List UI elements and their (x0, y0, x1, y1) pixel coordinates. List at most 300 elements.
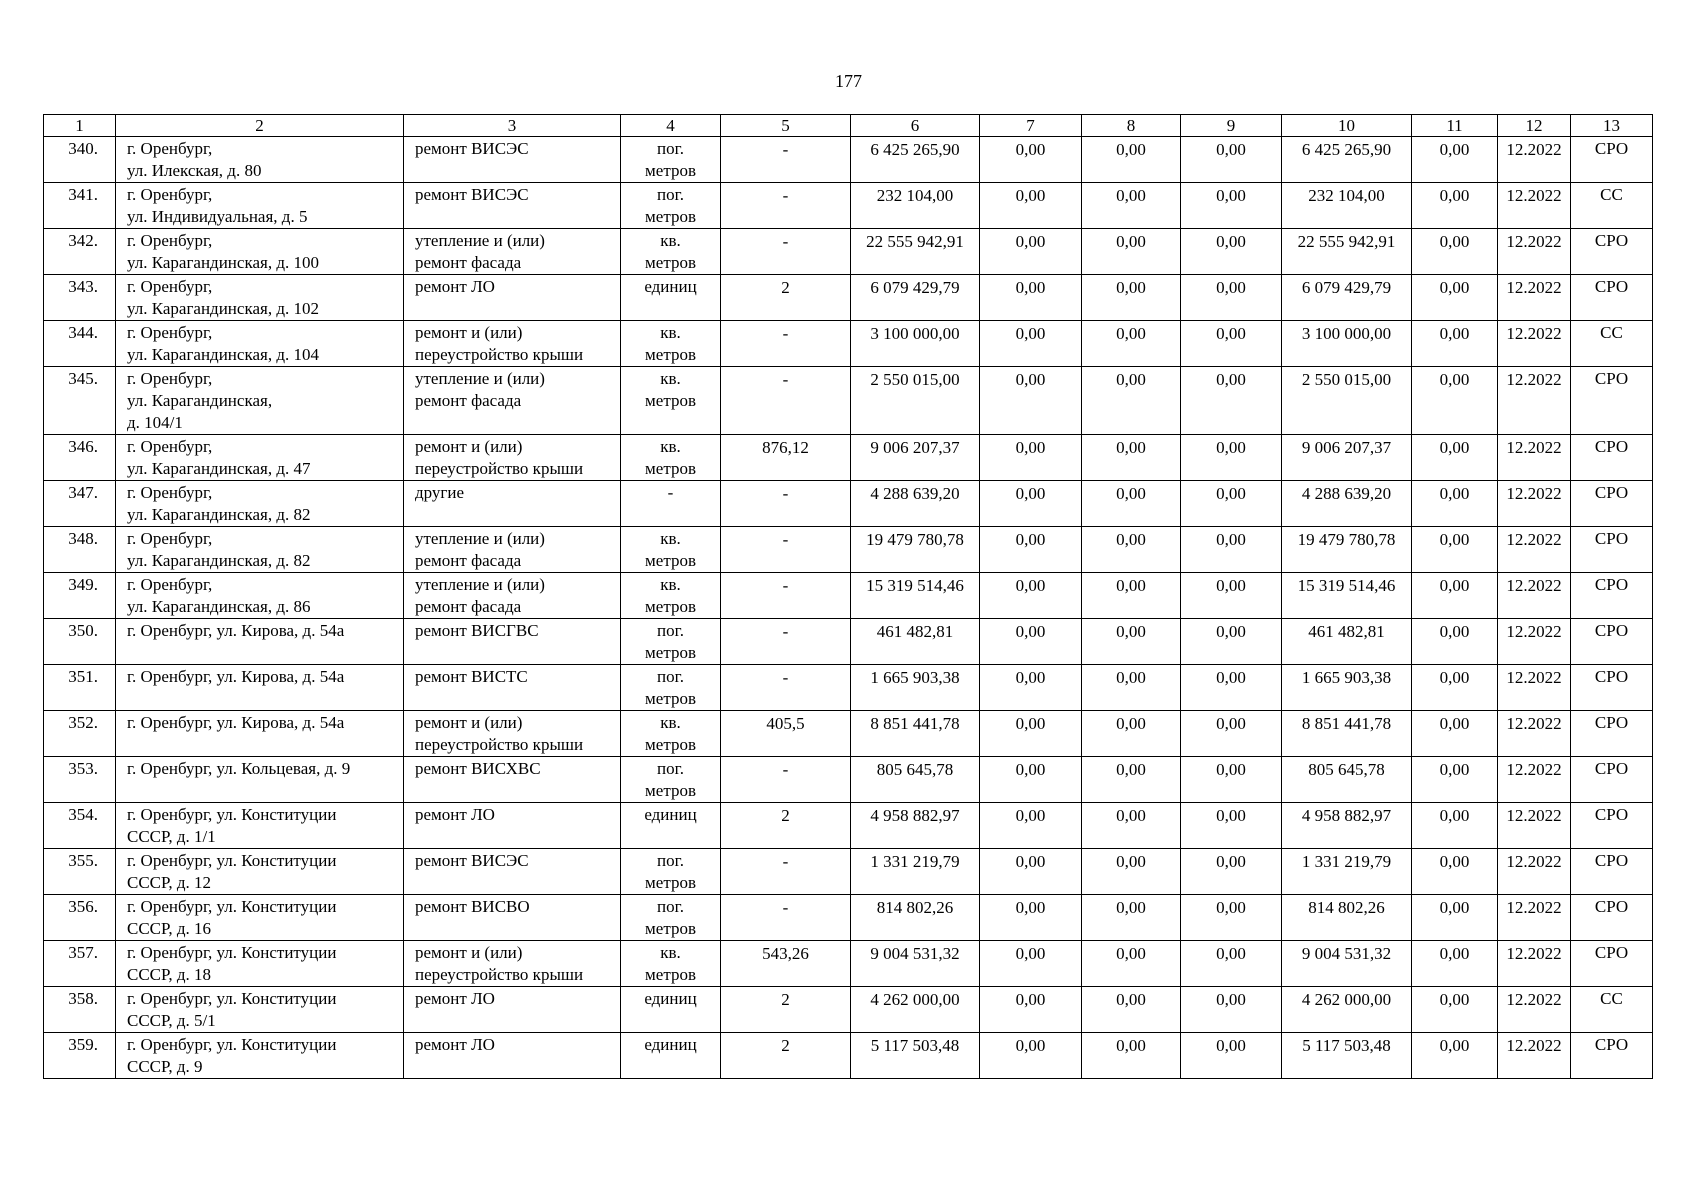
owners-funds-cell: 5 117 503,48 (1282, 1033, 1412, 1079)
fund-cell: 0,00 (980, 757, 1082, 803)
address-cell-line: г. Оренбург, ул. Конституции (127, 805, 337, 824)
row-number: 349. (44, 573, 116, 619)
total-cost-cell: 4 262 000,00 (851, 987, 980, 1033)
work-type-cell (404, 941, 621, 987)
work-type-cell (404, 665, 621, 711)
deadline-cell: 12.2022 (1498, 321, 1571, 367)
owners-funds-cell: 8 851 441,78 (1282, 711, 1412, 757)
address-cell-line: ул. Илекская, д. 80 (127, 161, 262, 180)
fund-method-cell: СРО (1571, 619, 1653, 665)
unit-cell-line: пог. (657, 897, 684, 916)
table-row (44, 619, 1653, 665)
fund-cell: 0,00 (1181, 619, 1282, 665)
fund-cell: 0,00 (1181, 895, 1282, 941)
address-cell-line: г. Оренбург, (127, 231, 213, 250)
table-row (44, 757, 1653, 803)
fund-cell: 0,00 (1082, 275, 1181, 321)
address-cell (116, 183, 404, 229)
row-number: 359. (44, 1033, 116, 1079)
table-row (44, 435, 1653, 481)
work-type-cell (404, 757, 621, 803)
fund-method-cell: СРО (1571, 229, 1653, 275)
address-cell (116, 711, 404, 757)
work-type-cell-line: другие (415, 483, 465, 502)
work-type-cell-line: ремонт фасада (415, 253, 522, 272)
unit-cell (621, 367, 721, 435)
unit-cell-line: единиц (644, 989, 697, 1008)
address-cell-line: ул. Карагандинская, д. 102 (127, 299, 319, 318)
owners-funds-cell: 22 555 942,91 (1282, 229, 1412, 275)
deadline-cell: 12.2022 (1498, 183, 1571, 229)
total-cost-cell: 6 425 265,90 (851, 137, 980, 183)
unit-cell (621, 321, 721, 367)
address-cell-line: ул. Карагандинская, д. 82 (127, 551, 311, 570)
work-type-cell (404, 527, 621, 573)
address-cell (116, 435, 404, 481)
quantity-cell: 543,26 (721, 941, 851, 987)
deadline-cell: 12.2022 (1498, 711, 1571, 757)
row-number: 344. (44, 321, 116, 367)
unit-cell (621, 435, 721, 481)
fund-cell: 0,00 (1412, 619, 1498, 665)
row-number: 356. (44, 895, 116, 941)
address-cell (116, 941, 404, 987)
unit-cell-line: кв. (660, 323, 681, 342)
table-row (44, 183, 1653, 229)
column-header: 12 (1498, 115, 1571, 137)
deadline-cell: 12.2022 (1498, 803, 1571, 849)
unit-cell-line: метров (645, 965, 696, 984)
unit-cell-line: - (667, 483, 674, 502)
owners-funds-cell: 9 004 531,32 (1282, 941, 1412, 987)
fund-cell: 0,00 (980, 941, 1082, 987)
fund-method-cell: СРО (1571, 711, 1653, 757)
table-row (44, 275, 1653, 321)
address-cell-line: г. Оренбург, (127, 323, 213, 342)
fund-cell: 0,00 (1412, 435, 1498, 481)
unit-cell-line: пог. (657, 759, 684, 778)
address-cell-line: ул. Индивидуальная, д. 5 (127, 207, 308, 226)
work-type-cell (404, 367, 621, 435)
address-cell (116, 803, 404, 849)
deadline-cell: 12.2022 (1498, 527, 1571, 573)
total-cost-cell: 1 331 219,79 (851, 849, 980, 895)
fund-cell: 0,00 (980, 803, 1082, 849)
fund-cell: 0,00 (1082, 229, 1181, 275)
work-type-cell-line: ремонт и (или) (415, 713, 523, 732)
unit-cell (621, 849, 721, 895)
work-type-cell-line: утепление и (или) (415, 575, 545, 594)
address-cell (116, 573, 404, 619)
work-type-cell-line: ремонт фасада (415, 391, 522, 410)
deadline-cell: 12.2022 (1498, 137, 1571, 183)
table-row (44, 321, 1653, 367)
table-row (44, 573, 1653, 619)
unit-cell-line: кв. (660, 943, 681, 962)
address-cell (116, 367, 404, 435)
fund-method-cell: СРО (1571, 665, 1653, 711)
fund-cell: 0,00 (1412, 229, 1498, 275)
fund-cell: 0,00 (980, 481, 1082, 527)
work-type-cell-line: ремонт ВИСЭС (415, 185, 529, 204)
table-row (44, 941, 1653, 987)
deadline-cell: 12.2022 (1498, 757, 1571, 803)
address-cell (116, 229, 404, 275)
owners-funds-cell: 814 802,26 (1282, 895, 1412, 941)
address-cell-line: СССР, д. 1/1 (127, 827, 216, 846)
address-cell (116, 137, 404, 183)
fund-cell: 0,00 (1082, 183, 1181, 229)
table-row (44, 665, 1653, 711)
unit-cell (621, 757, 721, 803)
address-cell (116, 527, 404, 573)
quantity-cell: 2 (721, 987, 851, 1033)
unit-cell-line: пог. (657, 185, 684, 204)
quantity-cell: - (721, 367, 851, 435)
work-type-cell-line: ремонт ЛО (415, 1035, 495, 1054)
fund-cell: 0,00 (1181, 229, 1282, 275)
quantity-cell: - (721, 527, 851, 573)
unit-cell-line: метров (645, 161, 696, 180)
address-cell-line: г. Оренбург, (127, 529, 213, 548)
unit-cell (621, 275, 721, 321)
unit-cell (621, 619, 721, 665)
address-cell-line: г. Оренбург, (127, 139, 213, 158)
fund-cell: 0,00 (1181, 367, 1282, 435)
page-number: 177 (835, 71, 862, 91)
unit-cell (621, 803, 721, 849)
deadline-cell: 12.2022 (1498, 573, 1571, 619)
fund-cell: 0,00 (1412, 137, 1498, 183)
fund-cell: 0,00 (980, 435, 1082, 481)
column-header: 3 (404, 115, 621, 137)
deadline-cell: 12.2022 (1498, 435, 1571, 481)
column-header: 1 (44, 115, 116, 137)
column-header: 4 (621, 115, 721, 137)
work-type-cell-line: ремонт ЛО (415, 277, 495, 296)
fund-cell: 0,00 (1181, 849, 1282, 895)
unit-cell-line: пог. (657, 851, 684, 870)
address-cell-line: г. Оренбург, (127, 277, 213, 296)
address-cell-line: г. Оренбург, (127, 483, 213, 502)
work-type-cell (404, 1033, 621, 1079)
address-cell (116, 481, 404, 527)
column-header: 8 (1082, 115, 1181, 137)
work-type-cell (404, 137, 621, 183)
address-cell-line: д. 104/1 (127, 413, 183, 432)
quantity-cell: - (721, 619, 851, 665)
unit-cell (621, 183, 721, 229)
row-number: 342. (44, 229, 116, 275)
fund-method-cell: СС (1571, 321, 1653, 367)
table-row (44, 1033, 1653, 1079)
address-cell-line: г. Оренбург, ул. Конституции (127, 897, 337, 916)
address-cell-line: г. Оренбург, (127, 437, 213, 456)
total-cost-cell: 5 117 503,48 (851, 1033, 980, 1079)
owners-funds-cell: 2 550 015,00 (1282, 367, 1412, 435)
quantity-cell: - (721, 481, 851, 527)
work-type-cell (404, 849, 621, 895)
work-type-cell-line: ремонт ВИСЭС (415, 851, 529, 870)
fund-cell: 0,00 (1082, 711, 1181, 757)
total-cost-cell: 4 958 882,97 (851, 803, 980, 849)
address-cell-line: ул. Карагандинская, д. 86 (127, 597, 311, 616)
fund-cell: 0,00 (1412, 183, 1498, 229)
quantity-cell: - (721, 849, 851, 895)
fund-cell: 0,00 (1082, 1033, 1181, 1079)
total-cost-cell: 4 288 639,20 (851, 481, 980, 527)
fund-cell: 0,00 (1082, 481, 1181, 527)
deadline-cell: 12.2022 (1498, 229, 1571, 275)
address-cell (116, 895, 404, 941)
fund-cell: 0,00 (980, 849, 1082, 895)
total-cost-cell: 3 100 000,00 (851, 321, 980, 367)
fund-cell: 0,00 (980, 665, 1082, 711)
table-row (44, 481, 1653, 527)
address-cell (116, 849, 404, 895)
fund-cell: 0,00 (1181, 803, 1282, 849)
fund-cell: 0,00 (1412, 481, 1498, 527)
unit-cell (621, 987, 721, 1033)
row-number: 351. (44, 665, 116, 711)
fund-cell: 0,00 (980, 619, 1082, 665)
quantity-cell: 876,12 (721, 435, 851, 481)
deadline-cell: 12.2022 (1498, 941, 1571, 987)
deadline-cell: 12.2022 (1498, 665, 1571, 711)
unit-cell-line: пог. (657, 139, 684, 158)
fund-cell: 0,00 (980, 367, 1082, 435)
unit-cell (621, 941, 721, 987)
work-type-cell-line: ремонт фасада (415, 597, 522, 616)
unit-cell-line: метров (645, 551, 696, 570)
fund-cell: 0,00 (1181, 573, 1282, 619)
deadline-cell: 12.2022 (1498, 1033, 1571, 1079)
fund-method-cell: СРО (1571, 803, 1653, 849)
fund-cell: 0,00 (1412, 757, 1498, 803)
owners-funds-cell: 9 006 207,37 (1282, 435, 1412, 481)
quantity-cell: - (721, 137, 851, 183)
owners-funds-cell: 1 331 219,79 (1282, 849, 1412, 895)
fund-cell: 0,00 (1181, 137, 1282, 183)
unit-cell-line: метров (645, 459, 696, 478)
work-type-cell-line: ремонт и (или) (415, 437, 523, 456)
unit-cell-line: кв. (660, 529, 681, 548)
work-type-cell-line: ремонт и (или) (415, 943, 523, 962)
column-header: 11 (1412, 115, 1498, 137)
row-number: 358. (44, 987, 116, 1033)
address-cell-line: ул. Карагандинская, д. 47 (127, 459, 311, 478)
address-cell (116, 665, 404, 711)
unit-cell-line: кв. (660, 575, 681, 594)
fund-cell: 0,00 (1082, 435, 1181, 481)
unit-cell-line: метров (645, 735, 696, 754)
unit-cell-line: пог. (657, 621, 684, 640)
fund-method-cell: СРО (1571, 367, 1653, 435)
address-cell-line: г. Оренбург, ул. Конституции (127, 851, 337, 870)
fund-method-cell: СС (1571, 987, 1653, 1033)
fund-cell: 0,00 (1412, 987, 1498, 1033)
unit-cell-line: метров (645, 689, 696, 708)
owners-funds-cell: 3 100 000,00 (1282, 321, 1412, 367)
work-type-cell (404, 573, 621, 619)
work-type-cell-line: ремонт и (или) (415, 323, 523, 342)
fund-cell: 0,00 (980, 987, 1082, 1033)
fund-cell: 0,00 (1412, 941, 1498, 987)
fund-cell: 0,00 (1412, 895, 1498, 941)
quantity-cell: 2 (721, 1033, 851, 1079)
row-number: 354. (44, 803, 116, 849)
owners-funds-cell: 6 079 429,79 (1282, 275, 1412, 321)
total-cost-cell: 15 319 514,46 (851, 573, 980, 619)
fund-cell: 0,00 (1181, 435, 1282, 481)
work-type-cell-line: переустройство крыши (415, 735, 584, 754)
unit-cell-line: метров (645, 253, 696, 272)
unit-cell-line: метров (645, 781, 696, 800)
unit-cell-line: метров (645, 391, 696, 410)
header-row (44, 115, 1653, 137)
address-cell-line: г. Оренбург, ул. Кирова, д. 54а (127, 713, 345, 732)
fund-cell: 0,00 (1412, 367, 1498, 435)
fund-method-cell: СРО (1571, 137, 1653, 183)
column-header: 6 (851, 115, 980, 137)
table-row (44, 987, 1653, 1033)
fund-cell: 0,00 (1412, 275, 1498, 321)
fund-cell: 0,00 (1181, 987, 1282, 1033)
fund-method-cell: СРО (1571, 481, 1653, 527)
row-number: 357. (44, 941, 116, 987)
work-type-cell (404, 619, 621, 665)
unit-cell (621, 711, 721, 757)
unit-cell (621, 137, 721, 183)
fund-cell: 0,00 (1412, 573, 1498, 619)
owners-funds-cell: 4 958 882,97 (1282, 803, 1412, 849)
address-cell-line: ул. Карагандинская, д. 100 (127, 253, 319, 272)
table-row (44, 527, 1653, 573)
work-type-cell-line: переустройство крыши (415, 965, 584, 984)
unit-cell (621, 481, 721, 527)
work-type-cell-line: ремонт ВИСХВС (415, 759, 541, 778)
fund-cell: 0,00 (1181, 183, 1282, 229)
address-cell-line: ул. Карагандинская, (127, 391, 273, 410)
fund-method-cell: СРО (1571, 573, 1653, 619)
fund-cell: 0,00 (1181, 711, 1282, 757)
work-type-cell-line: ремонт ВИСЭС (415, 139, 529, 158)
fund-cell: 0,00 (980, 573, 1082, 619)
work-type-cell (404, 481, 621, 527)
fund-cell: 0,00 (1412, 711, 1498, 757)
unit-cell-line: метров (645, 643, 696, 662)
work-type-cell-line: утепление и (или) (415, 529, 545, 548)
quantity-cell: 2 (721, 803, 851, 849)
fund-cell: 0,00 (1082, 803, 1181, 849)
quantity-cell: 2 (721, 275, 851, 321)
address-cell-line: г. Оренбург, ул. Конституции (127, 1035, 337, 1054)
table-row (44, 895, 1653, 941)
row-number: 353. (44, 757, 116, 803)
fund-cell: 0,00 (1412, 1033, 1498, 1079)
row-number: 355. (44, 849, 116, 895)
total-cost-cell: 9 006 207,37 (851, 435, 980, 481)
deadline-cell: 12.2022 (1498, 481, 1571, 527)
work-type-cell-line: ремонт ЛО (415, 989, 495, 1008)
quantity-cell: - (721, 665, 851, 711)
unit-cell-line: кв. (660, 437, 681, 456)
work-type-cell-line: ремонт ЛО (415, 805, 495, 824)
work-type-cell (404, 895, 621, 941)
address-cell-line: г. Оренбург, (127, 185, 213, 204)
fund-cell: 0,00 (1181, 481, 1282, 527)
fund-method-cell: СРО (1571, 757, 1653, 803)
deadline-cell: 12.2022 (1498, 895, 1571, 941)
address-cell-line: г. Оренбург, ул. Кирова, д. 54а (127, 667, 345, 686)
fund-cell: 0,00 (1082, 619, 1181, 665)
unit-cell (621, 1033, 721, 1079)
fund-cell: 0,00 (980, 137, 1082, 183)
owners-funds-cell: 1 665 903,38 (1282, 665, 1412, 711)
work-type-cell-line: утепление и (или) (415, 231, 545, 250)
row-number: 348. (44, 527, 116, 573)
fund-cell: 0,00 (1082, 321, 1181, 367)
unit-cell-line: единиц (644, 805, 697, 824)
unit-cell (621, 527, 721, 573)
address-cell (116, 1033, 404, 1079)
fund-method-cell: СРО (1571, 527, 1653, 573)
fund-cell: 0,00 (1082, 987, 1181, 1033)
quantity-cell: - (721, 757, 851, 803)
address-cell-line: СССР, д. 16 (127, 919, 211, 938)
address-cell-line: г. Оренбург, ул. Кольцевая, д. 9 (127, 759, 351, 778)
address-cell (116, 619, 404, 665)
fund-cell: 0,00 (1082, 895, 1181, 941)
row-number: 341. (44, 183, 116, 229)
total-cost-cell: 2 550 015,00 (851, 367, 980, 435)
address-cell (116, 321, 404, 367)
total-cost-cell: 8 851 441,78 (851, 711, 980, 757)
fund-method-cell: СРО (1571, 941, 1653, 987)
unit-cell-line: кв. (660, 231, 681, 250)
quantity-cell: - (721, 895, 851, 941)
quantity-cell: - (721, 573, 851, 619)
owners-funds-cell: 805 645,78 (1282, 757, 1412, 803)
fund-cell: 0,00 (1082, 757, 1181, 803)
fund-cell: 0,00 (1082, 137, 1181, 183)
total-cost-cell: 232 104,00 (851, 183, 980, 229)
work-type-cell-line: утепление и (или) (415, 369, 545, 388)
work-type-cell (404, 229, 621, 275)
owners-funds-cell: 461 482,81 (1282, 619, 1412, 665)
fund-cell: 0,00 (1412, 321, 1498, 367)
fund-cell: 0,00 (1082, 527, 1181, 573)
unit-cell-line: пог. (657, 667, 684, 686)
fund-cell: 0,00 (1082, 367, 1181, 435)
quantity-cell: - (721, 229, 851, 275)
row-number: 352. (44, 711, 116, 757)
fund-cell: 0,00 (980, 183, 1082, 229)
quantity-cell: - (721, 321, 851, 367)
fund-cell: 0,00 (1412, 527, 1498, 573)
quantity-cell: 405,5 (721, 711, 851, 757)
unit-cell (621, 895, 721, 941)
address-cell-line: г. Оренбург, ул. Конституции (127, 943, 337, 962)
unit-cell-line: кв. (660, 369, 681, 388)
deadline-cell: 12.2022 (1498, 275, 1571, 321)
unit-cell-line: метров (645, 345, 696, 364)
fund-cell: 0,00 (1181, 321, 1282, 367)
work-type-cell-line: переустройство крыши (415, 345, 584, 364)
total-cost-cell: 6 079 429,79 (851, 275, 980, 321)
address-cell-line: г. Оренбург, (127, 369, 213, 388)
address-cell-line: ул. Карагандинская, д. 104 (127, 345, 319, 364)
